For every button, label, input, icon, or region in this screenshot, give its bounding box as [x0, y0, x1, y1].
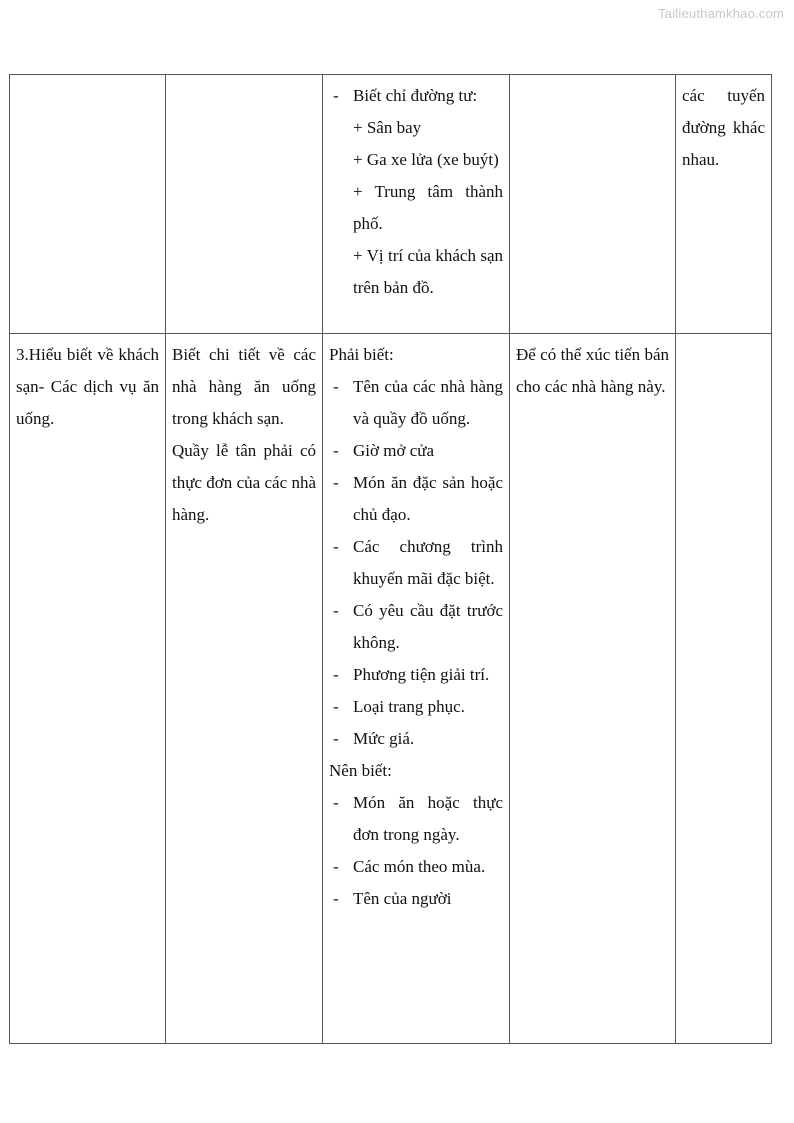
paragraph: Quầy lễ tân phải có thực đơn của các nhà hàng.	[172, 441, 316, 524]
list-item: - Loại trang phục.	[329, 691, 503, 723]
sub-item-airport: + Sân bay	[353, 118, 422, 137]
should-know-heading: Nên biết:	[329, 761, 392, 780]
list-item: - Tên của các nhà hàng và quầy đồ uống.	[329, 371, 503, 435]
must-know-heading: Phải biết:	[329, 345, 394, 364]
list-item: - Các món theo mùa.	[329, 851, 503, 883]
list-item: - Món ăn đặc sản hoặc chủ đạo.	[329, 467, 503, 531]
table-row-dining	[10, 334, 772, 1044]
cell-r1-c5: các tuyến đường khác nhau.	[676, 75, 772, 334]
cell-r2-c1: 3.Hiểu biết về khách sạn- Các dịch vụ ăn uống.	[10, 334, 166, 1044]
list-item: - Có yêu cầu đặt trước không.	[329, 595, 503, 659]
should-know-list	[329, 787, 503, 915]
cell-r1-c4	[510, 75, 676, 334]
list-item: - Mức giá.	[329, 723, 503, 755]
sub-item-station: + Ga xe lửa (xe buýt)	[353, 150, 499, 169]
cell-r1-c3	[323, 75, 510, 334]
cell-r1-c2	[166, 75, 323, 334]
list-item: - Phương tiện giải trí.	[329, 659, 503, 691]
content-table	[9, 74, 772, 1044]
list-item: - Tên của người	[329, 883, 503, 915]
cell-r1-c1	[10, 75, 166, 334]
sub-item-city-center: + Trung tâm thành phố.	[353, 182, 503, 233]
paragraph: Biết chi tiết về các nhà hàng ăn uống trong khách sạn.	[172, 345, 316, 428]
must-know-list	[329, 371, 503, 755]
watermark: Tailieuthamkhao.com	[658, 6, 784, 21]
cell-r2-c3	[323, 334, 510, 1044]
list-item: - Giờ mở cửa	[329, 435, 503, 467]
table-row-continuation	[10, 75, 772, 334]
cell-r2-c4: Để có thể xúc tiến bán cho các nhà hàng này.	[510, 334, 676, 1044]
directions-list	[329, 80, 503, 112]
list-item: - Món ăn hoặc thực đơn trong ngày.	[329, 787, 503, 851]
list-item: - Biết chỉ đường tư:	[329, 80, 503, 112]
sub-item-hotel-location: + Vị trí của khách sạn trên bản đồ.	[353, 246, 503, 297]
list-item: - Các chương trình khuyến mãi đặc biệt.	[329, 531, 503, 595]
cell-r2-c5	[676, 334, 772, 1044]
cell-r2-c2	[166, 334, 323, 1044]
